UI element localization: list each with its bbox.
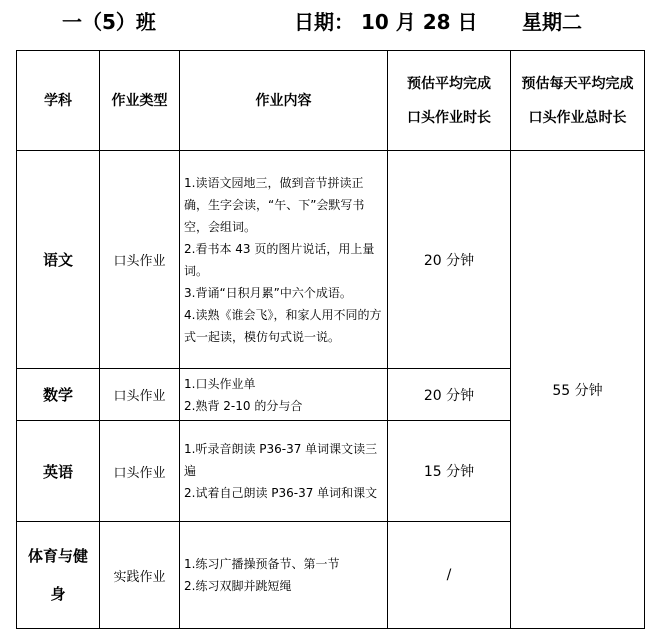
header-estimated-time xyxy=(388,51,511,151)
content-cell xyxy=(180,369,388,421)
type-cell: 实践作业 xyxy=(100,522,180,629)
type-cell: 口头作业 xyxy=(100,369,180,421)
class-label: 一（5）班 xyxy=(62,10,156,34)
header-total-time-line1: 预估每天平均完成 xyxy=(521,75,634,92)
duration-cell: 20 分钟 xyxy=(388,151,511,369)
type-cell: 口头作业 xyxy=(100,151,180,369)
header-total-time-line2: 口头作业总时长 xyxy=(528,109,627,126)
duration-cell: 15 分钟 xyxy=(388,421,511,522)
weekday-label: 星期二 xyxy=(522,10,582,34)
header-subject: 学科 xyxy=(17,51,100,151)
content-item: 1.听录音朗读 P36-37 单词课文读三遍 xyxy=(184,442,378,478)
content-cell xyxy=(180,522,388,629)
content-item: 2.试着自己朗读 P36-37 单词和课文 xyxy=(184,486,378,500)
header-total-time xyxy=(511,51,645,151)
content-item: 2.熟背 2-10 的分与合 xyxy=(184,398,303,413)
date-label: 日期： 10 月 28 日 xyxy=(294,10,478,34)
duration-cell: 20 分钟 xyxy=(388,369,511,421)
header-row xyxy=(17,51,645,151)
subject-cell: 语文 xyxy=(17,151,100,369)
subject-cell: 体育与健身 xyxy=(17,522,100,629)
content-item: 3.背诵“日积月累”中六个成语。 xyxy=(184,285,352,300)
content-cell xyxy=(180,421,388,522)
content-item: 2.练习双脚并跳短绳 xyxy=(184,579,292,593)
header-type: 作业类型 xyxy=(100,51,180,151)
content-cell xyxy=(180,151,388,369)
content-item: 2.看书本 43 页的图片说话，用上量词。 xyxy=(184,241,375,278)
subject-cell: 英语 xyxy=(17,421,100,522)
content-item: 1.练习广播操预备节、第一节 xyxy=(184,557,340,571)
table-row xyxy=(17,151,645,369)
header-estimated-time-line2: 口头作业时长 xyxy=(407,109,491,126)
page-header xyxy=(0,6,661,36)
content-item: 4.读熟《谁会飞》，和家人用不同的方式一起读，模仿句式说一说。 xyxy=(184,307,382,344)
subject-cell: 数学 xyxy=(17,369,100,421)
total-duration-cell: 55 分钟 xyxy=(511,151,645,629)
header-estimated-time-line1: 预估平均完成 xyxy=(407,75,491,92)
header-content: 作业内容 xyxy=(180,51,388,151)
content-item: 1.口头作业单 xyxy=(184,376,256,391)
content-item: 1.读语文园地三，做到音节拼读正确，生字会读，“午、下”会默写书空，会组词。 xyxy=(184,175,365,234)
type-cell: 口头作业 xyxy=(100,421,180,522)
duration-cell: / xyxy=(388,522,511,629)
homework-table xyxy=(16,50,645,629)
